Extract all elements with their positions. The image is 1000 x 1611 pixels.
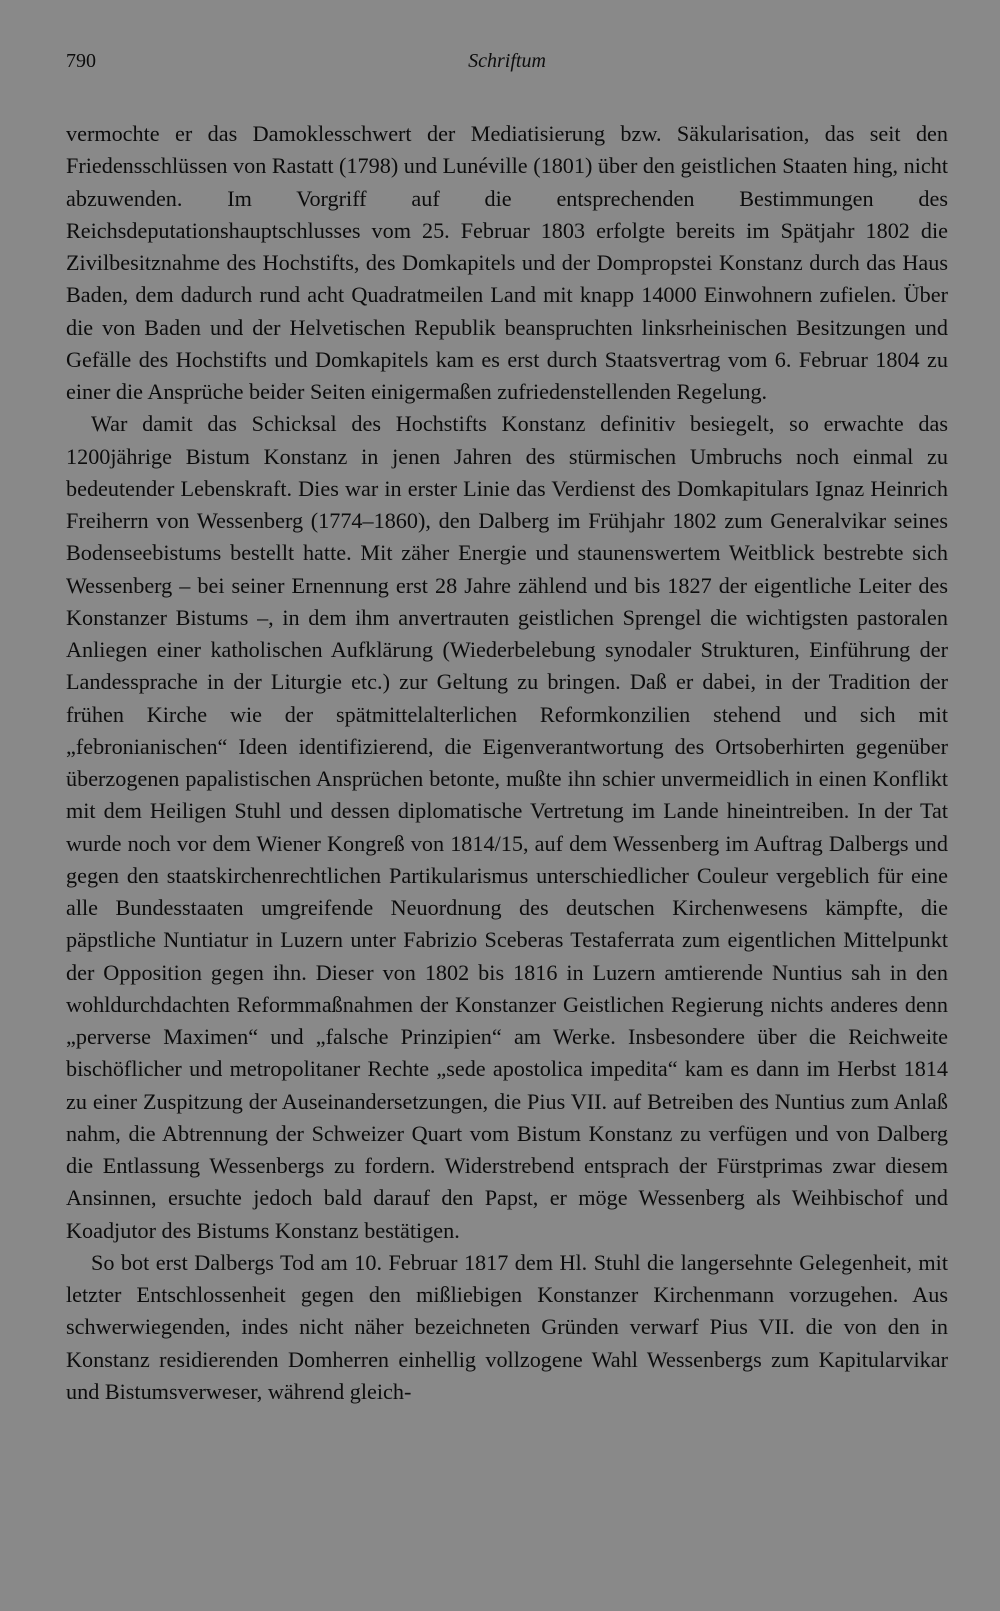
paragraph: vermochte er das Damoklesschwert der Mediatisierung bzw. Säkularisation, das seit den Friedensschlüssen von Rastatt (1798) und Lunéville (1801) über den geistlichen Staaten hing, nicht abzuwenden. Im Vorgriff auf die entsprechenden Bestimmungen des Reichsdeputationshauptschlusses vom 25. Februar 1803 erfolgte bereits im Spätjahr 1802 die Zivilbesitznahme des Hochstifts, des Domkapitels und der Dompropstei Konstanz durch das Haus Baden, dem dadurch rund acht Quadratmeilen Land mit knapp 14000 Einwohnern zufielen. Über die von Baden und der Helvetischen Republik beanspruchten linksrheinischen Besitzungen und Gefälle des Hochstifts und Domkapitels kam es erst durch Staatsvertrag vom 6. Februar 1804 zu einer die Ansprüche beider Seiten einigermaßen zufriedenstellenden Regelung.: [66, 121, 948, 404]
paragraph: So bot erst Dalbergs Tod am 10. Februar 1817 dem Hl. Stuhl die langersehnte Gelegenheit, mit letzter Entschlossenheit gegen den mißliebigen Konstanzer Kirchenmann vorzugehen. Aus schwerwiegenden, indes nicht näher bezeichneten Gründen verwarf Pius VII. die von den in Konstanz residierenden Domherren einhellig vollzogene Wahl Wessenbergs zum Kapitularvikar und Bistumsverweser, während gleich-: [66, 1249, 948, 1404]
running-title: Schriftum: [468, 50, 546, 72]
body-text: [66, 118, 948, 1408]
page-number: 790: [66, 50, 96, 72]
paragraph: War damit das Schicksal des Hochstifts Konstanz definitiv besiegelt, so erwachte das 1200jährige Bistum Konstanz in jenen Jahren des stürmischen Umbruchs noch einmal zu bedeutender Lebenskraft. Dies war in erster Linie das Verdienst des Domkapitulars Ignaz Heinrich Freiherrn von Wessenberg (1774–1860), den Dalberg im Frühjahr 1802 zum Generalvikar seines Bodenseebistums bestellt hatte. Mit zäher Energie und staunenswertem Weitblick bestrebte sich Wessenberg – bei seiner Ernennung erst 28 Jahre zählend und bis 1827 der eigentliche Leiter des Konstanzer Bistums –, in dem ihm anvertrauten geistlichen Sprengel die wichtigsten pastoralen Anliegen einer katholischen Aufklärung (Wiederbelebung synodaler Strukturen, Einführung der Landessprache in der Liturgie etc.) zur Geltung zu bringen. Daß er dabei, in der Tradition der frühen Kirche wie der spätmittelalterlichen Reformkonzilien stehend und sich mit „febronianischen“ Ideen identifizierend, die Eigenverantwortung des Ortsoberhirten gegenüber überzogenen papalistischen Ansprüchen betonte, mußte ihn schier unvermeidlich in einen Konflikt mit dem Heiligen Stuhl und dessen diplomatische Vertretung im Lande hineintreiben. In der Tat wurde noch vor dem Wiener Kongreß von 1814/15, auf dem Wessenberg im Auftrag Dalbergs und gegen den staatskirchenrechtlichen Partikularismus unterschiedlicher Couleur vergeblich für eine alle Bundesstaaten umgreifende Neuordnung des deutschen Kirchenwesens kämpfte, die päpstliche Nuntiatur in Luzern unter Fabrizio Sceberas Testaferrata zum eigentlichen Mittelpunkt der Opposition gegen ihn. Dieser von 1802 bis 1816 in Luzern amtierende Nuntius sah in den wohldurchdachten Reformmaßnahmen der Konstanzer Geistlichen Regierung nichts anderes denn „perverse Maximen“ und „falsche Prinzipien“ am Werke. Insbesondere über die Reichweite bischöflicher und metropolitaner Rechte „sede apostolica impedita“ kam es dann im Herbst 1814 zu einer Zuspitzung der Auseinandersetzungen, die Pius VII. auf Betreiben des Nuntius zum Anlaß nahm, die Abtrennung der Schweizer Quart vom Bistum Konstanz zu verfügen und von Dalberg die Entlassung Wessenbergs zu fordern. Widerstrebend entsprach der Fürstprimas zwar diesem Ansinnen, ersuchte jedoch bald darauf den Papst, er möge Wessenberg als Weihbischof und Koadjutor des Bistums Konstanz bestätigen.: [66, 411, 948, 1243]
page-header: [66, 50, 948, 82]
